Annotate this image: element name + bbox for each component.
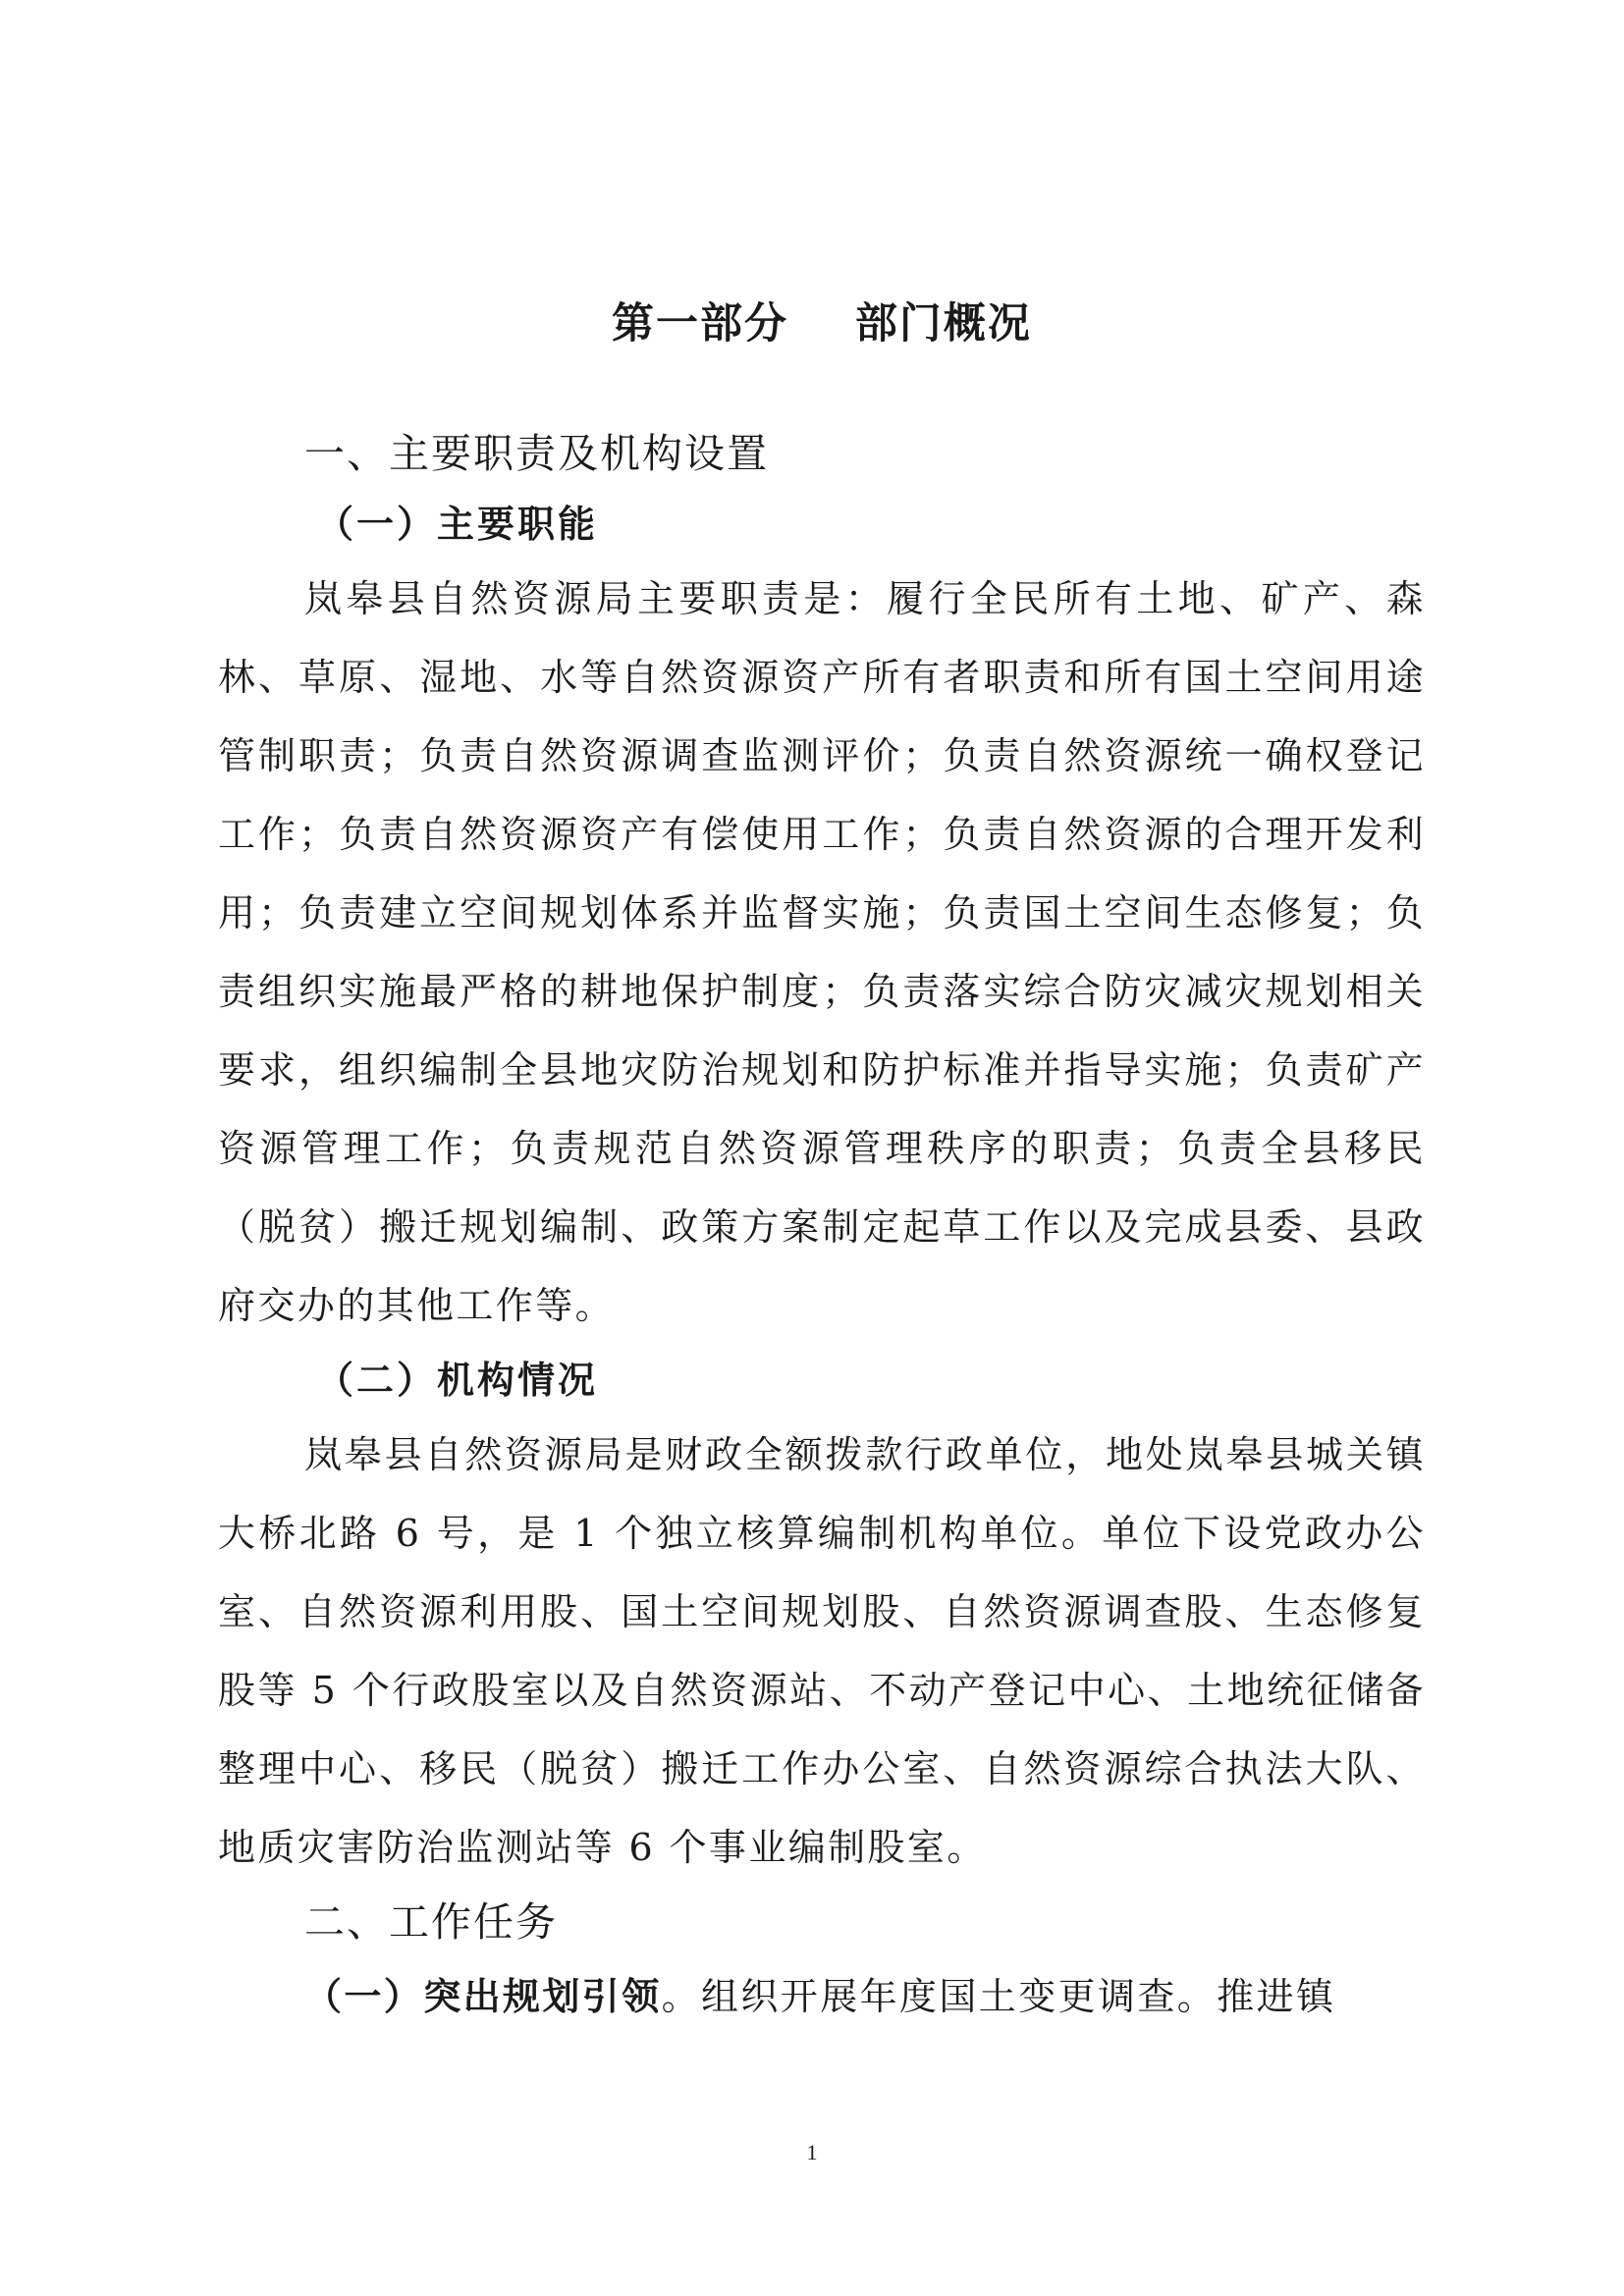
task-planning-title: （一）突出规划引领	[304, 1974, 662, 2018]
task-planning-text: 。组织开展年度国土变更调查。推进镇	[661, 1975, 1336, 2018]
section-heading-tasks: 二、工作任务	[304, 1898, 558, 1946]
subsection-heading-organization: （二）机构情况	[316, 1358, 599, 1402]
subsection-heading-functions: （一）主要职能	[316, 502, 599, 546]
paragraph-task-planning	[218, 1957, 1426, 2036]
paragraph-functions: 岚皋县自然资源局主要职责是：履行全民所有土地、矿产、森林、草原、湿地、水等自然资源资产所有者职责和所有国土空间用途管制职责；负责自然资源调查监测评价；负责自然资源统一确权登记工作；负责自然资源资产有偿使用工作；负责自然资源的合理开发利用；负责建立空间规划体系并监督实施；负责国土空间生态修复；负责组织实施最严格的耕地保护制度；负责落实综合防灾减灾规划相关要求，组织编制全县地灾防治规划和防护标准并指导实施；负责矿产资源管理工作；负责规范自然资源管理秩序的职责；负责全县移民（脱贫）搬迁规划编制、政策方案制定起草工作以及完成县委、县政府交办的其他工作等。	[218, 577, 1426, 1327]
page-title: 第一部分 部门概况	[612, 299, 1032, 348]
page-number: 1	[806, 2140, 818, 2164]
page-content	[218, 294, 1426, 2036]
paragraph-organization: 岚皋县自然资源局是财政全额拨款行政单位，地处岚皋县城关镇大桥北路 6 号，是 1 个独立核算编制机构单位。单位下设党政办公室、自然资源利用股、国土空间规划股、自然资源调查股、生态修复股等 5 个行政股室以及自然资源站、不动产登记中心、土地统征储备整理中心、移民（脱贫）搬迁工作办公室、自然资源综合执法大队、地质灾害防治监测站等 6 个事业编制股室。	[218, 1433, 1426, 1869]
section-heading-duties: 一、主要职责及机构设置	[304, 430, 769, 477]
